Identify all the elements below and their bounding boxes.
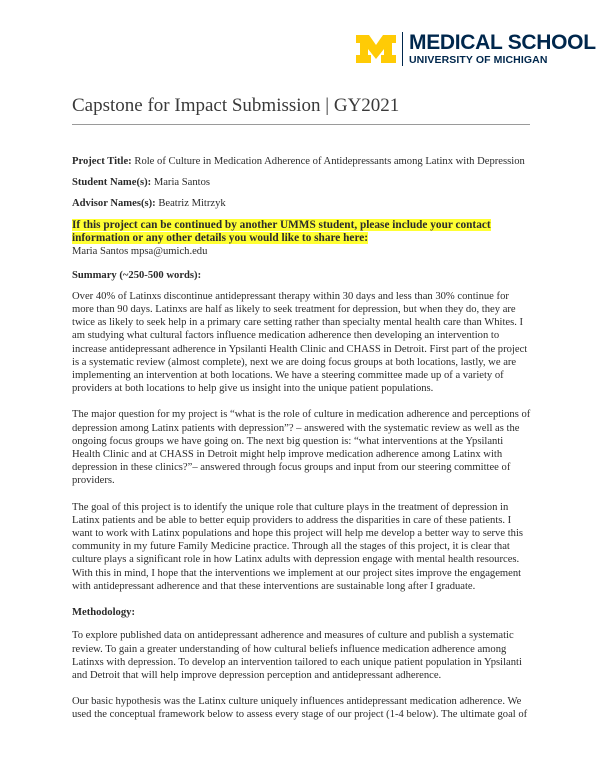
summary-paragraph-1: Over 40% of Latinxs discontinue antidepressant therapy within 30 days and less than 30% continue for more than 90 days. Latinxs are half as likely to seek treatment for depression, but when they do, they are twice as likely to seek help in a primary care setting rather than specialty mental health care than Whites. I am studying what cultural factors influence medication adherence then developing an intervention to increase antidepressant adherence in Ypsilanti Health Clinic and CHASS in Detroit. First part of the project is a systematic review (almost complete), next we are doing focus groups at both locations, lastly, we are implementing an intervention at both locations. We have a steering committee made up of a variety of providers at both locations to help give us insight into the unique patient populations. <box>72 290 528 395</box>
methodology-paragraph-2: Our basic hypothesis was the Latinx culture uniquely influences antidepressant medication adherence. We used the conceptual framework below to assess every stage of our project (1-4 below). The ultimate goal of <box>72 696 528 721</box>
document-body <box>72 155 533 735</box>
advisor-name-value: Beatriz Mitrzyk <box>158 198 226 210</box>
medical-school-logo <box>355 30 596 68</box>
logo-sub-text: UNIVERSITY OF MICHIGAN <box>409 54 548 67</box>
title-divider <box>72 124 530 125</box>
continue-prompt: If this project can be continued by another UMMS student, please include your contact information or any other details you would like to share here: <box>72 218 491 245</box>
summary-heading: Summary (~250-500 words): <box>72 269 202 281</box>
project-title-label: Project Title: <box>72 156 132 167</box>
page-title: Capstone for Impact Submission | GY2021 <box>72 95 400 116</box>
block-m-icon <box>355 34 397 64</box>
student-name-label: Student Name(s): <box>72 177 152 189</box>
advisor-name-field <box>72 197 533 210</box>
advisor-name-label: Advisor Names(s): <box>72 198 156 210</box>
contact-info: Maria Santos mpsa@umich.edu <box>72 246 208 258</box>
student-name-field <box>72 176 533 189</box>
summary-paragraph-2: The major question for my project is “what is the role of culture in medication adherence and perceptions of depression among Latinx patients with depression”? – answered with the systematic review as well as the ongoing focus groups we have going on. The next big question is: “what interventions at the Ypsilanti Health Clinic and at CHASS in Detroit might help improve medication adherence among Latinx with depression in these clinics?”– answered through focus groups and input from our steering committee of providers. <box>72 409 531 487</box>
project-title-field <box>72 155 533 168</box>
project-title-value: Role of Culture in Medication Adherence of Antidepressants among Latinx with Depression <box>134 156 525 167</box>
student-name-value: Maria Santos <box>153 177 211 189</box>
summary-paragraph-3: The goal of this project is to identify the unique role that culture plays in the treatment of depression in Latinx patients and be able to better equip providers to address the disparities in care of these patients. I want to work with Latinx populations and hope this project will help me develop a better way to serve this community in my future Family Medicine practice. Through all the stages of this project, it is clear that culture plays a significant role in how Latinx adults with depression engage with mental health resources. With this in mind, I hope that the interventions we implement at our project sites improve the engagement with antidepressant adherence and that these interventions are sustainable long after I graduate. <box>72 501 524 592</box>
methodology-heading: Methodology: <box>72 607 135 619</box>
methodology-paragraph-1: To explore published data on antidepressant adherence and measures of culture and publish a systematic review. To gain a greater understanding of how cultural beliefs influence medication adherence among Latinxs with depression. To develop an intervention tailored to each unique patient population in Ypsilanti and Detroit that will help improve depression perception and antidepressant adherence. <box>72 630 522 681</box>
logo-divider <box>402 32 403 66</box>
logo-main-text: MEDICAL SCHOOL <box>409 31 596 55</box>
